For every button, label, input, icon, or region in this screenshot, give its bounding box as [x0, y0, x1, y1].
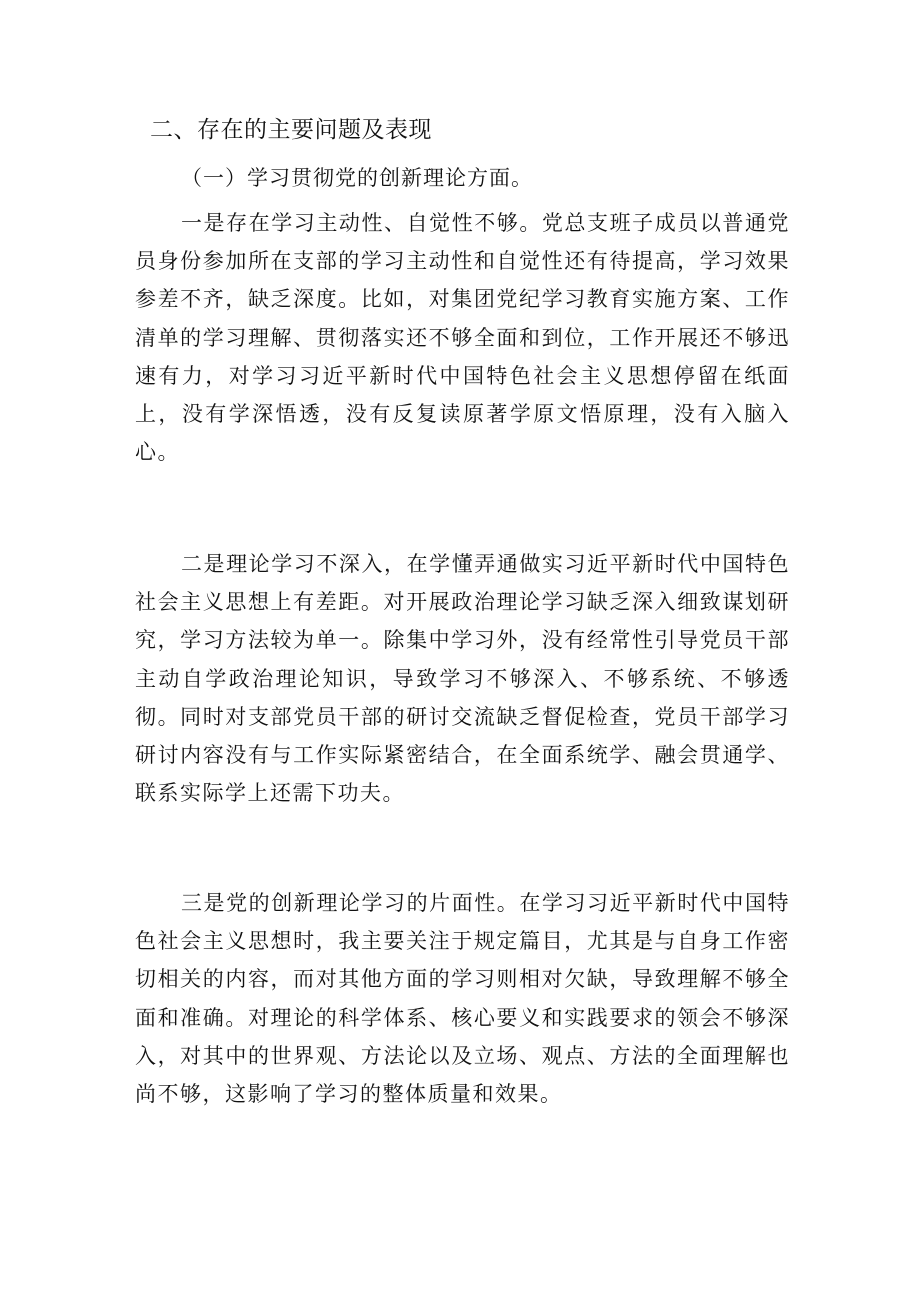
paragraph-two: 二是理论学习不深入，在学懂弄通做实习近平新时代中国特色社会主义思想上有差距。对开展政治理论学习缺乏深入细致谋划研究，学习方法较为单一。除集中学习外，没有经常性引导党员干部主动自学政治理论知识，导致学习不够深入、不够系统、不够透彻。同时对支部党员干部的研讨交流缺乏督促检查，党员干部学习研讨内容没有与工作实际紧密结合，在全面系统学、融会贯通学、联系实际学上还需下功夫。 — [135, 552, 790, 806]
subsection-heading: （一）学习贯彻党的创新理论方面。 — [181, 166, 533, 190]
section-heading: 二、存在的主要问题及表现 — [150, 117, 432, 143]
paragraph-three: 三是党的创新理论学习的片面性。在学习习近平新时代中国特色社会主义思想时，我主要关注于规定篇目，尤其是与自身工作密切相关的内容，而对其他方面的学习则相对欠缺，导致理解不够全面和准确。对理论的科学体系、核心要义和实践要求的领会不够深入，对其中的世界观、方法论以及立场、观点、方法的全面理解也尚不够，这影响了学习的整体质量和效果。 — [135, 891, 790, 1107]
paragraph-one: 一是存在学习主动性、自觉性不够。党总支班子成员以普通党员身份参加所在支部的学习主动性和自觉性还有待提高，学习效果参差不齐，缺乏深度。比如，对集团党纪学习教育实施方案、工作清单的学习理解、贯彻落实还不够全面和到位，工作开展还不够迅速有力，对学习习近平新时代中国特色社会主义思想停留在纸面上，没有学深悟透，没有反复读原著学原文悟原理，没有入脑入心。 — [135, 211, 790, 465]
